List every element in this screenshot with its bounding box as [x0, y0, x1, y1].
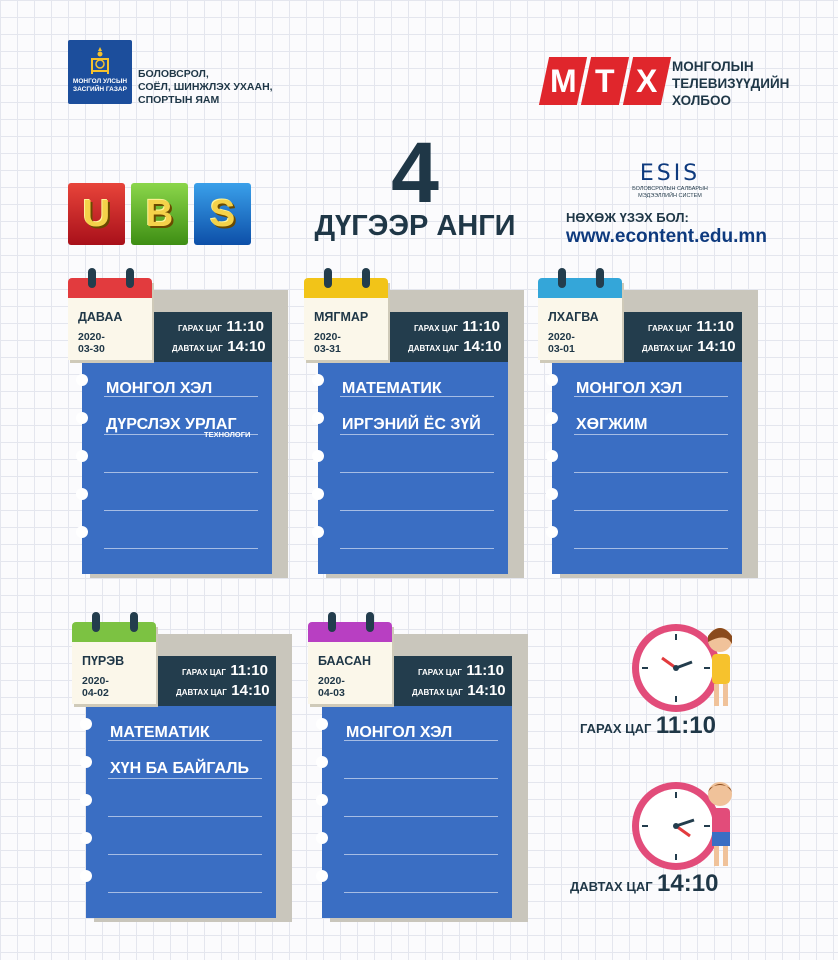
line-rule — [340, 510, 494, 511]
line-rule — [108, 816, 262, 817]
ubs-logo-s: S — [194, 183, 251, 245]
day-date: 2020-04-03 — [318, 675, 345, 699]
day-date: 2020-03-01 — [548, 331, 575, 355]
subject: МОНГОЛ ХЭЛ — [106, 380, 213, 397]
subject: ХҮН БА БАЙГАЛЬ — [110, 760, 249, 777]
day-name: ПҮРЭВ — [82, 654, 125, 668]
line-rule — [340, 472, 494, 473]
out-time: ГАРАХ ЦАГ 11:10 — [648, 318, 734, 335]
mtx-logo: М Т Х — [540, 57, 668, 105]
binder-hole — [316, 718, 328, 730]
ubs-logo-u: U — [68, 183, 125, 245]
line-rule — [344, 778, 498, 779]
line-rule — [344, 854, 498, 855]
binder-ring — [328, 612, 336, 632]
subject: ХӨГЖИМ — [576, 416, 648, 433]
out-time: ГАРАХ ЦАГ 11:10 — [418, 662, 504, 679]
binder-ring — [324, 268, 332, 288]
binder-hole — [312, 450, 324, 462]
binder-ring — [558, 268, 566, 288]
day-name: МЯГМАР — [314, 310, 369, 324]
binder-hole — [80, 756, 92, 768]
legend-repeat-time: ДАВТАХ ЦАГ 14:10 — [570, 870, 719, 897]
out-time: ГАРАХ ЦАГ 11:10 — [414, 318, 500, 335]
binder-hole — [312, 374, 324, 386]
grade-number: 4 — [391, 125, 439, 221]
soyombo-icon — [88, 46, 112, 76]
government-emblem — [68, 40, 132, 104]
binder-hole — [316, 794, 328, 806]
line-rule — [108, 854, 262, 855]
binder-ring — [596, 268, 604, 288]
repeat-time: ДАВТАХ ЦАГ 14:10 — [172, 338, 266, 355]
binder-hole — [312, 412, 324, 424]
subject: МОНГОЛ ХЭЛ — [576, 380, 683, 397]
binder-ring — [130, 612, 138, 632]
day-tag-color — [304, 278, 388, 298]
line-rule — [104, 548, 258, 549]
line-rule — [340, 434, 494, 435]
binder-hole — [316, 756, 328, 768]
day-name: ЛХАГВА — [548, 310, 599, 324]
gov-caption: МОНГОЛ УЛСЫН ЗАСГИЙН ГАЗАР — [72, 78, 128, 93]
line-rule — [574, 472, 728, 473]
day-tag-color — [68, 278, 152, 298]
binder-ring — [88, 268, 96, 288]
binder-ring — [362, 268, 370, 288]
clock-repeat-icon — [628, 770, 740, 880]
binder-hole — [312, 526, 324, 538]
ubs-logo-b: B — [131, 183, 188, 245]
subject: МАТЕМАТИК — [342, 380, 442, 397]
binder-hole — [76, 374, 88, 386]
binder-ring — [126, 268, 134, 288]
binder-ring — [366, 612, 374, 632]
line-rule — [574, 510, 728, 511]
subject-note: ТЕХНОЛОГИ — [204, 430, 251, 439]
repeat-time: ДАВТАХ ЦАГ 14:10 — [642, 338, 736, 355]
day-date: 2020-03-30 — [78, 331, 105, 355]
line-rule — [574, 548, 728, 549]
line-rule — [108, 778, 262, 779]
line-rule — [104, 472, 258, 473]
line-rule — [104, 510, 258, 511]
binder-hole — [546, 488, 558, 500]
repeat-time: ДАВТАХ ЦАГ 14:10 — [176, 682, 270, 699]
subject: ИРГЭНИЙ ЁС ЗҮЙ — [342, 416, 481, 433]
day-date: 2020-04-02 — [82, 675, 109, 699]
day-name: ДАВАА — [78, 310, 123, 324]
binder-hole — [546, 450, 558, 462]
binder-hole — [76, 412, 88, 424]
subject: ДҮРСЛЭХ УРЛАГ — [106, 416, 237, 433]
econtent-link[interactable]: www.econtent.edu.mn — [566, 226, 767, 247]
binder-hole — [316, 870, 328, 882]
day-tag-color — [308, 622, 392, 642]
binder-hole — [546, 526, 558, 538]
esis-logo: ESIS БОЛОВСРОЛЫН САЛБАРЫН МЭДЭЭЛЛИЙН СИСТЕМ — [632, 161, 708, 199]
binder-hole — [80, 870, 92, 882]
binder-hole — [546, 412, 558, 424]
clock-out-icon — [628, 612, 740, 722]
line-rule — [344, 816, 498, 817]
line-rule — [108, 892, 262, 893]
binder-hole — [316, 832, 328, 844]
out-time: ГАРАХ ЦАГ 11:10 — [178, 318, 264, 335]
day-date: 2020-03-31 — [314, 331, 341, 355]
day-tag-color — [72, 622, 156, 642]
subject: МОНГОЛ ХЭЛ — [346, 724, 453, 741]
repeat-time: ДАВТАХ ЦАГ 14:10 — [408, 338, 502, 355]
grade-word: ДҮГЭЭР АНГИ — [314, 210, 516, 242]
out-time: ГАРАХ ЦАГ 11:10 — [182, 662, 268, 679]
binder-hole — [80, 718, 92, 730]
day-tag-color — [538, 278, 622, 298]
repeat-time: ДАВТАХ ЦАГ 14:10 — [412, 682, 506, 699]
legend-out-time: ГАРАХ ЦАГ 11:10 — [580, 712, 716, 739]
line-rule — [574, 434, 728, 435]
link-label: НӨХӨЖ ҮЗЭХ БОЛ: — [566, 210, 689, 225]
line-rule — [340, 548, 494, 549]
day-name: БААСАН — [318, 654, 372, 668]
binder-ring — [92, 612, 100, 632]
ministry-name: БОЛОВСРОЛ, СОЁЛ, ШИНЖЛЭХ УХААН, СПОРТЫН ЯАМ — [138, 68, 273, 106]
binder-hole — [546, 374, 558, 386]
binder-hole — [80, 794, 92, 806]
binder-hole — [76, 488, 88, 500]
mtx-name: МОНГОЛЫН ТЕЛЕВИЗҮҮДИЙН ХОЛБОО — [672, 59, 790, 108]
binder-hole — [80, 832, 92, 844]
binder-hole — [76, 526, 88, 538]
binder-hole — [312, 488, 324, 500]
binder-hole — [76, 450, 88, 462]
subject: МАТЕМАТИК — [110, 724, 210, 741]
line-rule — [344, 892, 498, 893]
